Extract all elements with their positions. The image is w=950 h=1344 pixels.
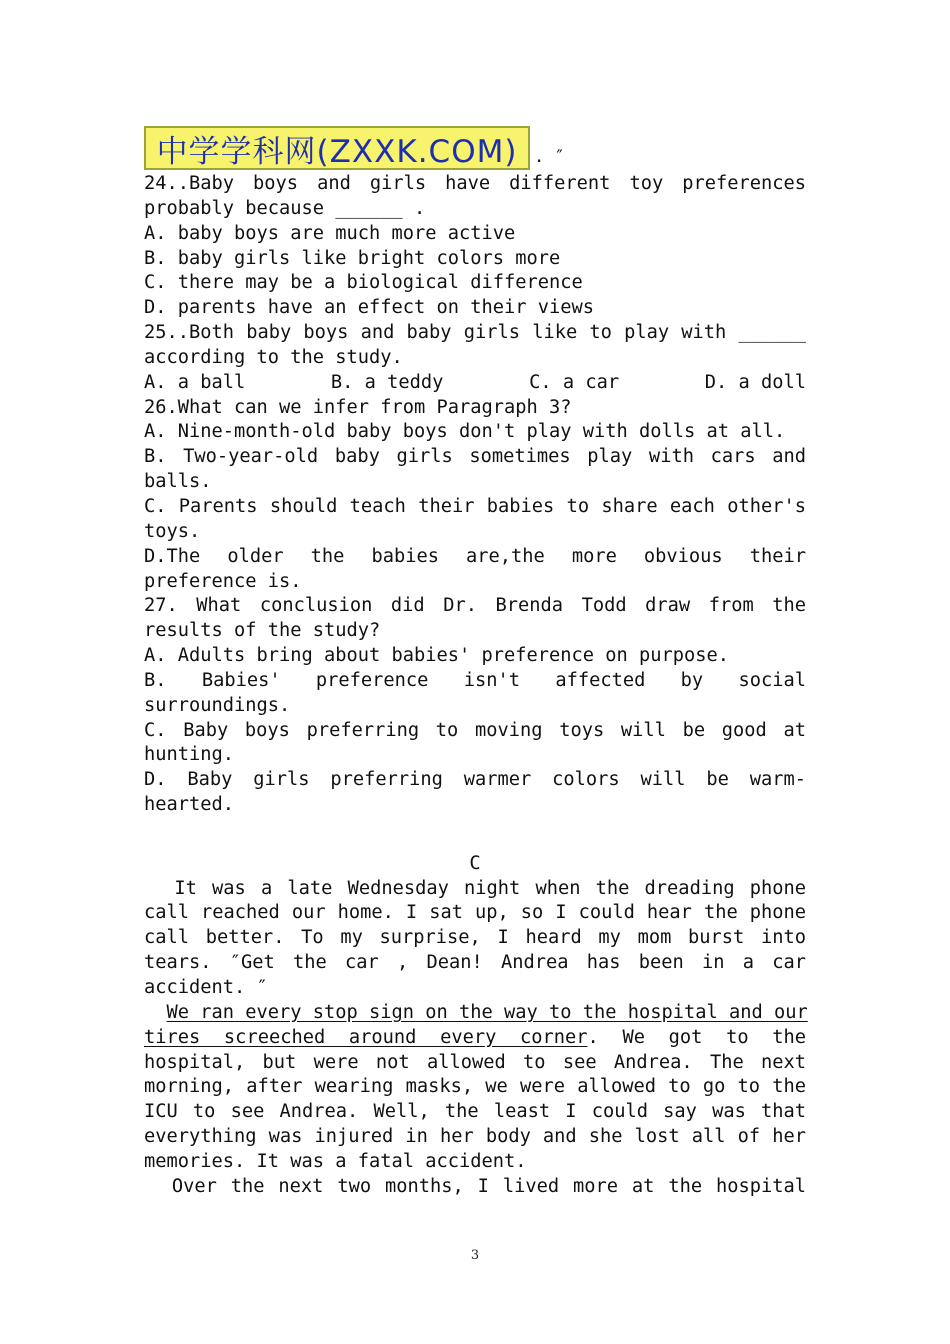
passage-line: tears. ″Get the car , Dean! Andrea has been in a car bbox=[144, 952, 806, 974]
underlined-text: We ran every stop sign on the way to the hospital and our bbox=[166, 1001, 808, 1023]
question-26-option-c-line1: C. Parents should teach their babies to share each other's bbox=[144, 495, 806, 517]
site-logo: 中学学科网(ZXXK.COM) bbox=[144, 126, 530, 170]
question-26-option-b-line1: B. Two-year-old baby girls sometimes play with cars and bbox=[144, 446, 806, 468]
question-25-option-d: D. a doll bbox=[704, 371, 806, 393]
passage-line: morning, after wearing masks, we were allowed to go to the bbox=[144, 1076, 806, 1098]
spacer bbox=[144, 818, 806, 843]
passage-c bbox=[144, 852, 806, 1200]
question-25-option-c: C. a car bbox=[529, 371, 620, 393]
passage-heading: C bbox=[469, 852, 481, 874]
passage-line: It was a late Wednesday night when the dreading phone bbox=[144, 877, 806, 899]
passage-line bbox=[144, 1026, 806, 1051]
question-24-option-c: C. there may be a biological difference bbox=[144, 272, 583, 294]
question-24-stem-line2: probably because ______ . bbox=[144, 197, 426, 219]
question-27-option-a: A. Adults bring about babies' preference on purpose. bbox=[144, 645, 730, 667]
passage-text: . We got to the bbox=[587, 1026, 807, 1048]
question-26-option-b-line2: balls. bbox=[144, 471, 212, 493]
question-27-option-d-line1: D. Baby girls preferring warmer colors will be warm- bbox=[144, 769, 806, 791]
question-27-option-c-line2: hunting. bbox=[144, 744, 235, 766]
question-25-option-b: B. a teddy bbox=[330, 371, 444, 393]
spacer bbox=[144, 843, 806, 852]
question-27-option-d-line2: hearted. bbox=[144, 794, 235, 816]
question-25-options bbox=[144, 371, 806, 396]
question-27-option-b-line2: surroundings. bbox=[144, 694, 291, 716]
question-27-stem-line2: results of the study? bbox=[144, 620, 381, 642]
passage-paragraph-3 bbox=[144, 1175, 806, 1200]
question-27-option-c-line1: C. Baby boys preferring to moving toys will be good at bbox=[144, 719, 806, 741]
question-27-option-b-line1: B. Babies' preference isn't affected by social bbox=[144, 669, 806, 691]
question-27 bbox=[144, 594, 806, 818]
question-24-option-b: B. baby girls like bright colors more bbox=[144, 247, 561, 269]
underlined-text: tires screeched around every corner bbox=[144, 1026, 588, 1048]
question-26 bbox=[144, 396, 806, 595]
logo-tail-mark: . ″ bbox=[534, 147, 565, 167]
question-27-stem-line1: 27. What conclusion did Dr. Brenda Todd draw from the bbox=[144, 595, 806, 617]
question-24-option-a: A. baby boys are much more active bbox=[144, 222, 516, 244]
question-26-option-d-line2: preference is. bbox=[144, 570, 302, 592]
question-24-stem-line1: 24..Baby boys and girls have different toy preferences bbox=[144, 173, 806, 194]
passage-line: call better. To my surprise, I heard my mom burst into bbox=[144, 927, 806, 949]
question-25-stem-line1: 25..Both baby boys and baby girls like to play with ______ bbox=[144, 322, 806, 344]
passage-line: hospital, but were not allowed to see Andrea. The next bbox=[144, 1051, 806, 1073]
header-row bbox=[144, 122, 806, 170]
page-number: 3 bbox=[470, 1248, 480, 1263]
passage-line: Over the next two months, I lived more at the hospital bbox=[144, 1175, 806, 1197]
question-26-stem: 26.What can we infer from Paragraph 3? bbox=[144, 396, 572, 418]
question-25 bbox=[144, 321, 806, 396]
indent bbox=[144, 1002, 167, 1023]
passage-paragraph-1 bbox=[144, 877, 806, 1001]
document-page bbox=[144, 122, 806, 1200]
passage-line: memories. It was a fatal accident. bbox=[144, 1150, 527, 1172]
question-25-option-a: A. a ball bbox=[144, 371, 246, 393]
question-25-stem-line2: according to the study. bbox=[144, 346, 403, 368]
question-24-option-d: D. parents have an effect on their views bbox=[144, 297, 595, 319]
question-24 bbox=[144, 172, 806, 321]
passage-line bbox=[144, 1001, 806, 1026]
passage-paragraph-2 bbox=[144, 1001, 806, 1175]
passage-line: accident. ″ bbox=[144, 977, 268, 998]
passage-line: ICU to see Andrea. Well, the least I could say was that bbox=[144, 1101, 806, 1123]
passage-line: everything was injured in her body and she lost all of her bbox=[144, 1126, 806, 1148]
question-26-option-d-line1: D.The older the babies are,the more obvious their bbox=[144, 545, 806, 567]
question-26-option-a: A. Nine-month-old baby boys don't play with dolls at all. bbox=[144, 421, 786, 443]
passage-line: call reached our home. I sat up, so I could hear the phone bbox=[144, 902, 806, 924]
question-26-option-c-line2: toys. bbox=[144, 520, 201, 542]
